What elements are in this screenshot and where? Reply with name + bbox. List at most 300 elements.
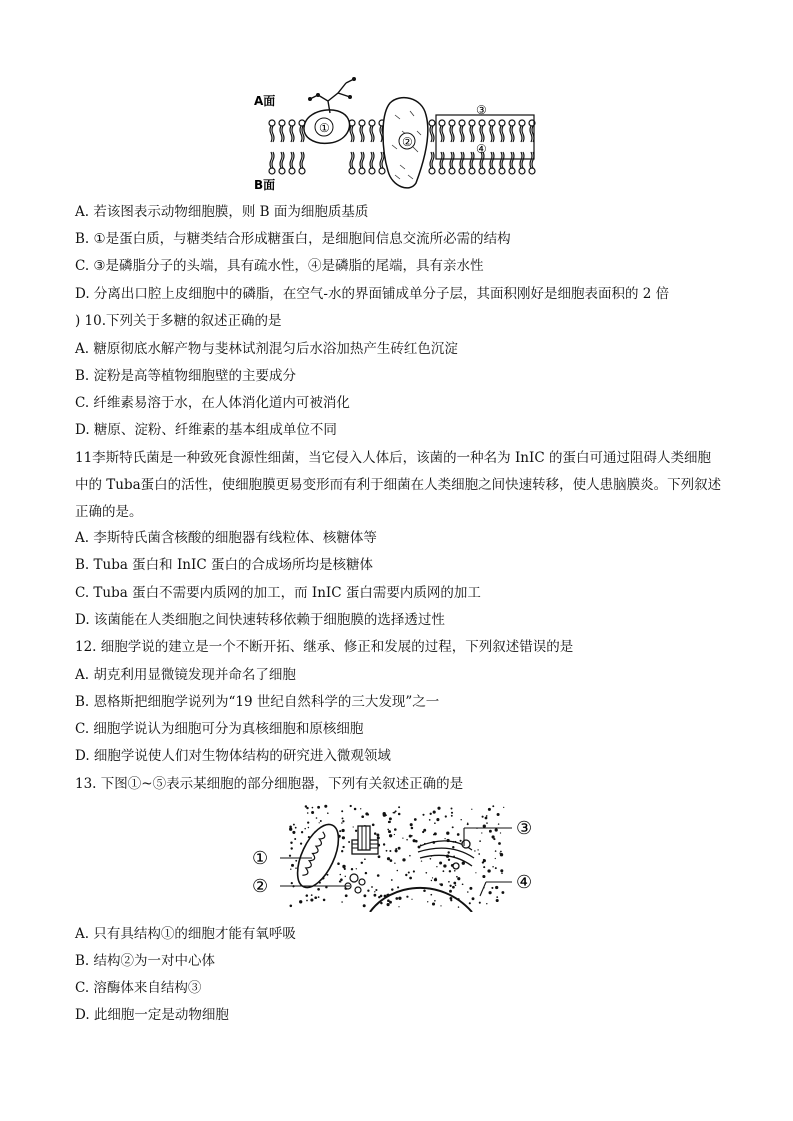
cytoplasm-dot bbox=[449, 890, 452, 893]
cytoplasm-dot bbox=[496, 899, 499, 902]
cytoplasm-dot bbox=[389, 850, 391, 852]
cytoplasm-dot bbox=[462, 883, 464, 885]
q13-option-b: B. 结构②为一对中心体 bbox=[75, 953, 216, 969]
cytoplasm-dot bbox=[451, 815, 453, 817]
phospholipid-head bbox=[529, 168, 535, 174]
cytoplasm-dot bbox=[487, 869, 490, 872]
cytoplasm-dot bbox=[398, 897, 401, 900]
phospholipid-tail bbox=[490, 126, 494, 142]
cytoplasm-dot bbox=[354, 808, 357, 811]
cytoplasm-dot bbox=[355, 830, 357, 832]
cytoplasm-dot bbox=[395, 850, 397, 852]
cytoplasm-dot bbox=[447, 851, 449, 853]
cytoplasm-dot bbox=[469, 887, 472, 890]
cytoplasm-dot bbox=[492, 805, 494, 807]
cytoplasm-dot bbox=[495, 850, 497, 852]
cytoplasm-dot bbox=[389, 817, 392, 820]
cytoplasm-dot bbox=[311, 894, 313, 896]
phospholipid-head bbox=[369, 168, 375, 174]
cytoplasm-dot bbox=[408, 871, 410, 873]
cytoplasm-dot bbox=[291, 864, 294, 867]
cytoplasm-dot bbox=[479, 840, 481, 842]
cytoplasm-dot bbox=[319, 822, 320, 823]
cytoplasm-dot bbox=[491, 887, 493, 889]
phospholipid-head bbox=[369, 120, 375, 126]
cytoplasm-dot bbox=[345, 894, 348, 897]
q12-stem: 12. 细胞学说的建立是一个不断开拓、继承、修正和发展的过程，下列叙述错误的是 bbox=[75, 639, 574, 655]
cytoplasm-dot bbox=[495, 828, 498, 831]
phospholipid-head bbox=[479, 168, 485, 174]
phospholipid-tail bbox=[270, 126, 274, 142]
organelle-diagram bbox=[250, 800, 550, 912]
cytoplasm-dot bbox=[477, 849, 478, 850]
cytoplasm-dot bbox=[345, 876, 346, 877]
cytoplasm-dot bbox=[488, 808, 491, 811]
cytoplasm-dot bbox=[449, 870, 451, 872]
cytoplasm-dot bbox=[295, 867, 297, 869]
phospholipid-tail bbox=[290, 126, 294, 142]
cytoplasm-dot bbox=[314, 896, 317, 899]
cytoplasm-dot bbox=[351, 868, 353, 870]
phospholipid-head bbox=[279, 120, 285, 126]
cytoplasm-dot bbox=[409, 877, 412, 880]
marker-2: ② bbox=[252, 876, 269, 897]
phospholipid-tail bbox=[460, 126, 464, 142]
q12-option-b: B. 恩格斯把细胞学说列为“19 世纪自然科学的三大发现”之一 bbox=[75, 694, 440, 710]
q11-option-c: C. Tuba 蛋白不需要内质网的加工，而 InIC 蛋白需要内质网的加工 bbox=[75, 585, 481, 601]
cytoplasm-dot bbox=[433, 811, 436, 814]
cytoplasm-dot bbox=[348, 841, 350, 843]
cytoplasm-dot bbox=[386, 850, 388, 852]
cytoplasm-dot bbox=[324, 805, 327, 808]
cytoplasm-dot bbox=[310, 898, 313, 901]
cytoplasm-dot bbox=[292, 831, 295, 834]
cytoplasm-dot bbox=[481, 832, 482, 833]
cytoplasm-dot bbox=[472, 897, 475, 900]
cytoplasm-dot bbox=[291, 847, 293, 849]
cytoplasm-dot bbox=[425, 872, 427, 874]
cytoplasm-dot bbox=[361, 815, 364, 818]
phospholipid-tail bbox=[370, 152, 374, 168]
cytoplasm-dot bbox=[395, 848, 397, 850]
cytoplasm-dot bbox=[406, 896, 408, 898]
cytoplasm-dot bbox=[454, 870, 456, 872]
phospholipid-tail bbox=[460, 152, 464, 168]
phospholipid-tail bbox=[440, 152, 444, 168]
cytoplasm-dot bbox=[434, 900, 436, 902]
cytoplasm-dot bbox=[337, 862, 340, 865]
cytoplasm-dot bbox=[387, 829, 389, 831]
cytoplasm-dot bbox=[486, 903, 487, 904]
phospholipid-tail bbox=[470, 152, 474, 168]
q13-option-d: D. 此细胞一定是动物细胞 bbox=[75, 1007, 229, 1023]
cytoplasm-dot bbox=[339, 830, 341, 832]
cytoplasm-dot bbox=[499, 852, 500, 853]
cytoplasm-dot bbox=[460, 819, 461, 820]
face-b-label: B面 bbox=[254, 178, 276, 192]
phospholipid-tail bbox=[520, 152, 524, 168]
cytoplasm-dot bbox=[434, 822, 436, 824]
cytoplasm-dot bbox=[341, 901, 343, 903]
cytoplasm-dot bbox=[361, 862, 363, 864]
cytoplasm-dot bbox=[376, 834, 379, 837]
phospholipid-tail bbox=[510, 126, 514, 142]
cytoplasm-dot bbox=[339, 881, 341, 883]
cytoplasm-dot bbox=[482, 816, 484, 818]
marker-1: ① bbox=[319, 121, 330, 135]
cytoplasm-dot bbox=[341, 810, 343, 812]
phospholipid-tail bbox=[300, 152, 304, 168]
phospholipid-head bbox=[289, 168, 295, 174]
cytoplasm-dot bbox=[363, 894, 366, 897]
cytoplasm-dot bbox=[489, 830, 492, 833]
cytoplasm-dot bbox=[327, 812, 329, 814]
q12-option-d: D. 细胞学说使人们对生物体结构的研究进入微观领域 bbox=[75, 748, 391, 764]
cytoplasm-dot bbox=[469, 902, 471, 904]
cytoplasm-dot bbox=[340, 878, 343, 881]
cytoplasm-dot bbox=[394, 828, 397, 831]
phospholipid-tail bbox=[440, 126, 444, 142]
q9-option-c: C. ③是磷脂分子的头端，具有疏水性，④是磷脂的尾端，具有亲水性 bbox=[75, 258, 484, 274]
phospholipid-head bbox=[439, 120, 445, 126]
cytoplasm-dot bbox=[341, 822, 343, 824]
phospholipid-tail bbox=[470, 126, 474, 142]
phospholipid-head bbox=[279, 168, 285, 174]
q10-stem: ) 10.下列关于多糖的叙述正确的是 bbox=[75, 313, 282, 329]
cytoplasm-dot bbox=[377, 874, 380, 877]
cytoplasm-dot bbox=[500, 869, 503, 872]
phospholipid-head bbox=[299, 168, 305, 174]
cytoplasm-dot bbox=[402, 858, 405, 861]
cytoplasm-dot bbox=[501, 891, 504, 894]
q13-option-a: A. 只有具结构①的细胞才能有氧呼吸 bbox=[75, 926, 296, 942]
cytoplasm-dot bbox=[342, 836, 345, 839]
phospholipid-head bbox=[509, 168, 515, 174]
cytoplasm-dot bbox=[451, 812, 453, 814]
q11-stem: 11李斯特氏菌是一种致死食源性细菌，当它侵入人体后，该菌的一种名为 InIC 的蛋白可通过阻碍人类细胞中的 Tuba蛋白的活性，使细胞膜更易变形而有利于细菌在人类细胞之间快速转移，使人患脑膜炎。下列叙述正确的是。 bbox=[75, 450, 722, 520]
q12-option-a: A. 胡克利用显微镜发现并命名了细胞 bbox=[75, 667, 296, 683]
cytoplasm-dot bbox=[413, 870, 415, 872]
cytoplasm-dot bbox=[402, 837, 403, 838]
cytoplasm-dot bbox=[475, 872, 476, 873]
phospholipid-head bbox=[449, 120, 455, 126]
phospholipid-head bbox=[499, 120, 505, 126]
cytoplasm-dot bbox=[387, 903, 390, 906]
cytoplasm-dot bbox=[306, 894, 309, 897]
cytoplasm-dot bbox=[440, 883, 443, 886]
cytoplasm-dot bbox=[290, 868, 291, 869]
cytoplasm-dot bbox=[440, 905, 441, 906]
phospholipid-head bbox=[359, 120, 365, 126]
cytoplasm-dot bbox=[342, 817, 344, 819]
phospholipid-tail bbox=[520, 126, 524, 142]
cytoplasm-dot bbox=[383, 843, 385, 845]
phospholipid-head bbox=[359, 168, 365, 174]
cytoplasm-dot bbox=[471, 809, 472, 810]
cytoplasm-dot bbox=[398, 847, 401, 850]
cytoplasm-dot bbox=[444, 838, 445, 839]
cytoplasm-dot bbox=[448, 859, 450, 861]
phospholipid-tail bbox=[480, 126, 484, 142]
cytoplasm-dot bbox=[307, 812, 309, 814]
marker-2: ② bbox=[402, 135, 413, 149]
cytoplasm-dot bbox=[453, 882, 456, 885]
cytoplasm-dot bbox=[503, 807, 504, 808]
phospholipid-tail bbox=[370, 126, 374, 142]
cytoplasm-dot bbox=[342, 820, 344, 822]
cytoplasm-dot bbox=[390, 859, 393, 862]
phospholipid-head bbox=[429, 120, 435, 126]
cytoplasm-dot bbox=[316, 817, 318, 819]
phospholipid-head bbox=[469, 168, 475, 174]
cytoplasm-dot bbox=[478, 853, 480, 855]
cytoplasm-dot bbox=[485, 817, 488, 820]
cytoplasm-dot bbox=[483, 824, 486, 827]
phospholipid-tail bbox=[280, 126, 284, 142]
cytoplasm-dot bbox=[306, 900, 308, 902]
cytoplasm-dot bbox=[387, 857, 390, 860]
phospholipid-head bbox=[439, 168, 445, 174]
cytoplasm-dot bbox=[374, 891, 375, 892]
cytoplasm-dot bbox=[445, 815, 447, 817]
marker-4: ④ bbox=[516, 872, 533, 893]
cytoplasm-dot bbox=[483, 866, 485, 868]
cytoplasm-dot bbox=[363, 904, 366, 907]
cytoplasm-dot bbox=[486, 822, 488, 824]
phospholipid-head bbox=[349, 168, 355, 174]
phospholipid-head bbox=[489, 120, 495, 126]
cytoplasm-dot bbox=[413, 839, 416, 842]
q10-option-c: C. 纤维素易溶于水，在人体消化道内可被消化 bbox=[75, 395, 350, 411]
cytoplasm-dot bbox=[367, 814, 369, 816]
q13-stem: 13. 下图①~⑤表示某细胞的部分细胞器，下列有关叙述正确的是 bbox=[75, 776, 464, 792]
cytoplasm-dot bbox=[457, 877, 460, 880]
cytoplasm-dot bbox=[496, 896, 498, 898]
phospholipid-head bbox=[519, 168, 525, 174]
cytoplasm-dot bbox=[395, 897, 398, 900]
cytoplasm-dot bbox=[371, 886, 373, 888]
cytoplasm-dot bbox=[495, 867, 497, 869]
cytoplasm-dot bbox=[434, 878, 437, 881]
q9-option-b: B. ①是蛋白质，与糖类结合形成糖蛋白，是细胞间信息交流所必需的结构 bbox=[75, 231, 511, 247]
cytoplasm-dot bbox=[397, 886, 399, 888]
cytoplasm-dot bbox=[421, 860, 422, 861]
phospholipid-head bbox=[459, 168, 465, 174]
cytoplasm-dot bbox=[430, 894, 432, 896]
cytoplasm-dot bbox=[293, 824, 295, 826]
cytoplasm-dot bbox=[360, 808, 361, 809]
face-a-label: A面 bbox=[254, 94, 276, 108]
cytoplasm-dot bbox=[423, 829, 426, 832]
cytoplasm-dot bbox=[307, 821, 309, 823]
phospholipid-tail bbox=[510, 152, 514, 168]
q13-option-c: C. 溶酶体来自结构③ bbox=[75, 980, 202, 996]
cytoplasm-dot bbox=[383, 812, 386, 815]
phospholipid-head bbox=[509, 120, 515, 126]
phospholipid-tail bbox=[360, 126, 364, 142]
cytoplasm-dot bbox=[353, 826, 354, 827]
cytoplasm-dot bbox=[372, 823, 375, 826]
cytoplasm-dot bbox=[482, 875, 485, 878]
cytoplasm-dot bbox=[312, 807, 314, 809]
cytoplasm-dot bbox=[460, 840, 462, 842]
cytoplasm-dot bbox=[492, 835, 495, 838]
cytoplasm-dot bbox=[411, 835, 413, 837]
cytoplasm-dot bbox=[300, 842, 302, 844]
cytoplasm-dot bbox=[394, 834, 395, 835]
cytoplasm-dot bbox=[446, 832, 449, 835]
cytoplasm-dot bbox=[427, 901, 428, 902]
cytoplasm-dot bbox=[492, 866, 494, 868]
phospholipid-head bbox=[469, 120, 475, 126]
phospholipid-tail bbox=[500, 126, 504, 142]
cytoplasm-dot bbox=[320, 820, 322, 822]
cytoplasm-dot bbox=[394, 862, 395, 863]
cytoplasm-dot bbox=[350, 805, 352, 807]
membrane-diagram bbox=[250, 75, 550, 193]
cytoplasm-dot bbox=[411, 827, 414, 830]
cytoplasm-dot bbox=[375, 889, 377, 891]
cytoplasm-dot bbox=[388, 821, 391, 824]
marker-1: ① bbox=[252, 848, 269, 869]
cytoplasm-dot bbox=[295, 827, 297, 829]
cytoplasm-dot bbox=[437, 807, 440, 810]
cytoplasm-dot bbox=[377, 836, 380, 839]
phospholipid-head bbox=[269, 168, 275, 174]
cytoplasm-dot bbox=[422, 814, 424, 816]
cytoplasm-dot bbox=[467, 891, 469, 893]
phospholipid-head bbox=[459, 120, 465, 126]
cytoplasm-dot bbox=[414, 818, 417, 821]
cytoplasm-dot bbox=[364, 858, 366, 860]
phospholipid-head bbox=[379, 168, 385, 174]
q9-option-d: D. 分离出口腔上皮细胞中的磷脂，在空气-水的界面铺成单分子层，其面积刚好是细胞表面积的 2 倍 bbox=[75, 286, 670, 302]
cytoplasm-dot bbox=[289, 855, 291, 857]
cytoplasm-dot bbox=[378, 855, 381, 858]
cytoplasm-dot bbox=[409, 855, 411, 857]
cytoplasm-dot bbox=[495, 858, 496, 859]
cytoplasm-dot bbox=[304, 828, 306, 830]
phospholipid-tail bbox=[290, 152, 294, 168]
cytoplasm-dot bbox=[443, 864, 446, 867]
cytoplasm-dot bbox=[467, 823, 469, 825]
q12-option-c: C. 细胞学说认为细胞可分为真核细胞和原核细胞 bbox=[75, 721, 364, 737]
phospholipid-tail bbox=[430, 152, 434, 168]
cytoplasm-dot bbox=[301, 831, 303, 833]
cytoplasm-dot bbox=[299, 900, 302, 903]
cytoplasm-dot bbox=[410, 823, 413, 826]
cytoplasm-dot bbox=[486, 815, 488, 817]
cytoplasm-dot bbox=[458, 906, 459, 907]
cytoplasm-dot bbox=[391, 888, 393, 890]
cytoplasm-dot bbox=[317, 888, 320, 891]
phospholipid-tail bbox=[450, 126, 454, 142]
cytoplasm-dot bbox=[411, 899, 412, 900]
cytoplasm-dot bbox=[318, 896, 320, 898]
cytoplasm-dot bbox=[380, 895, 383, 898]
cytoplasm-dot bbox=[393, 812, 394, 813]
cytoplasm-dot bbox=[356, 868, 357, 869]
cytoplasm-dot bbox=[317, 806, 320, 809]
cytoplasm-dot bbox=[291, 882, 293, 884]
cytoplasm-dot bbox=[489, 891, 492, 894]
cytoplasm-dot bbox=[452, 846, 454, 848]
cytoplasm-dot bbox=[374, 832, 377, 835]
cytoplasm-dot bbox=[443, 870, 445, 872]
cytoplasm-dot bbox=[387, 899, 390, 902]
marker-3: ③ bbox=[516, 818, 533, 839]
cytoplasm-dot bbox=[406, 839, 408, 841]
cytoplasm-dot bbox=[341, 829, 344, 832]
cytoplasm-dot bbox=[450, 897, 453, 900]
cytoplasm-dot bbox=[294, 838, 296, 840]
cytoplasm-dot bbox=[389, 834, 392, 837]
q10-option-a: A. 糖原彻底水解产物与斐林试剂混匀后水浴加热产生砖红色沉淀 bbox=[75, 341, 458, 357]
cytoplasm-dot bbox=[436, 866, 437, 867]
cytoplasm-dot bbox=[289, 828, 292, 831]
phospholipid-head bbox=[449, 168, 455, 174]
cytoplasm-dot bbox=[449, 885, 451, 887]
phospholipid-head bbox=[519, 120, 525, 126]
q11-option-b: B. Tuba 蛋白和 InIC 蛋白的合成场所均是核糖体 bbox=[75, 557, 373, 573]
q9-option-a: A. 若该图表示动物细胞膜，则 B 面为细胞质基质 bbox=[75, 204, 369, 220]
cytoplasm-dot bbox=[495, 886, 498, 889]
phospholipid-tail bbox=[360, 152, 364, 168]
marker-3: ③ bbox=[476, 103, 487, 117]
q10-option-d: D. 糖原、淀粉、纤维素的基本组成单位不同 bbox=[75, 422, 337, 438]
cytoplasm-dot bbox=[290, 905, 293, 908]
cytoplasm-dot bbox=[391, 879, 393, 881]
phospholipid-tail bbox=[490, 152, 494, 168]
q10-option-b: B. 淀粉是高等植物细胞壁的主要成分 bbox=[75, 368, 297, 384]
cytoplasm-dot bbox=[431, 880, 432, 881]
phospholipid-head bbox=[499, 168, 505, 174]
cytoplasm-dot bbox=[311, 811, 314, 814]
phospholipid-tail bbox=[350, 152, 354, 168]
cytoplasm-dot bbox=[374, 894, 377, 897]
phospholipid-head bbox=[489, 168, 495, 174]
cytoplasm-dot bbox=[340, 874, 342, 876]
phospholipid-head bbox=[429, 168, 435, 174]
cytoplasm-dot bbox=[342, 865, 345, 868]
cytoplasm-dot bbox=[423, 889, 426, 892]
transmembrane-protein-2 bbox=[383, 98, 428, 188]
cytoplasm-dot bbox=[341, 850, 343, 852]
q11-option-d: D. 该菌能在人类细胞之间快速转移依赖于细胞膜的选择透过性 bbox=[75, 612, 445, 628]
cytoplasm-dot bbox=[452, 886, 455, 889]
cytoplasm-dot bbox=[501, 872, 503, 874]
q11-option-a: A. 李斯特氏菌含核酸的细胞器有线粒体、核糖体等 bbox=[75, 530, 377, 546]
cytoplasm-dot bbox=[432, 902, 435, 905]
cytoplasm-dot bbox=[430, 858, 432, 860]
cytoplasm-dot bbox=[398, 813, 401, 816]
phospholipid-tail bbox=[450, 152, 454, 168]
cytoplasm-dot bbox=[308, 827, 310, 829]
phospholipid-tail bbox=[270, 152, 274, 168]
phospholipid-tail bbox=[350, 126, 354, 142]
cytoplasm-dot bbox=[397, 870, 399, 872]
cytoplasm-dot bbox=[451, 808, 453, 810]
cytoplasm-dot bbox=[388, 830, 391, 833]
cytoplasm-dot bbox=[365, 872, 367, 874]
cytoplasm-dot bbox=[436, 818, 439, 821]
cytoplasm-dot bbox=[498, 823, 499, 824]
phospholipid-tail bbox=[500, 152, 504, 168]
phospholipid-head bbox=[479, 120, 485, 126]
phospholipid-head bbox=[269, 120, 275, 126]
cytoplasm-dot bbox=[452, 826, 454, 828]
cytoplasm-dot bbox=[323, 899, 326, 902]
